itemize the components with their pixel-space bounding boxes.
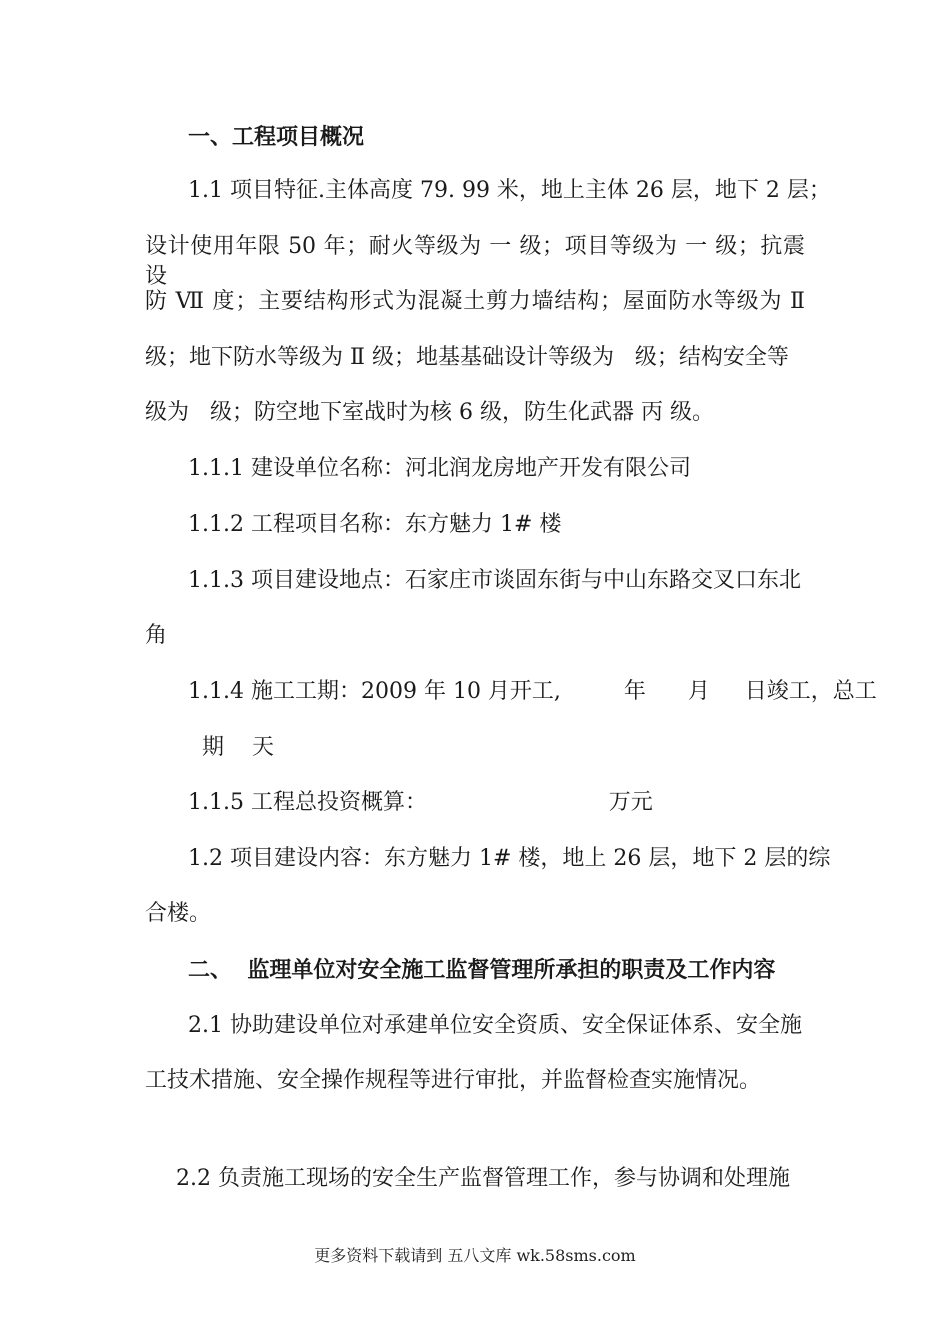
section1-heading: 一、工程项目概况	[188, 124, 365, 150]
footer-text: 更多资料下载请到 五八文库 wk.58sms.com	[314, 1246, 636, 1265]
item1-line-1: 2.1 协助建设单位对承建单位安全资质、安全保证体系、安全施	[188, 1013, 802, 1038]
features-line-4: 级；地下防水等级为 Ⅱ 级；地基基础设计等级为 级；结构安全等	[145, 345, 789, 370]
features-line-1: 1.1 项目特征.主体高度 79. 99 米，地上主体 26 层，地下 2 层；	[188, 178, 831, 203]
section2-heading: 二、 监理单位对安全施工监督管理所承担的职责及工作内容	[188, 957, 776, 983]
location-line-1: 1.1.3 项目建设地点：石家庄市谈固东街与中山东路交叉口东北	[188, 568, 801, 593]
features-line-5: 级为 级；防空地下室战时为核 6 级，防生化武器 丙 级。	[145, 400, 714, 425]
location-line-2: 角	[145, 623, 168, 648]
investment-line: 1.1.5 工程总投资概算： 万元	[188, 790, 653, 815]
period-line-2: 期 天	[188, 735, 274, 760]
item2-line-1: 2.2 负责施工现场的安全生产监督管理工作，参与协调和处理施	[176, 1166, 790, 1191]
owner-line: 1.1.1 建设单位名称：河北润龙房地产开发有限公司	[188, 456, 691, 481]
content-line-1: 1.2 项目建设内容：东方魅力 1# 楼，地上 26 层，地下 2 层的综	[188, 846, 831, 871]
features-line-2: 设计使用年限 50 年；耐火等级为 一 级；项目等级为 一 级；抗震设	[145, 234, 805, 289]
project-name-line: 1.1.2 工程项目名称：东方魅力 1# 楼	[188, 512, 562, 537]
features-line-3: 防 Ⅶ 度；主要结构形式为混凝土剪力墙结构；屋面防水等级为 Ⅱ	[145, 289, 805, 314]
period-line-1: 1.1.4 施工工期：2009 年 10 月开工, 年 月 日竣工，总工	[188, 679, 877, 704]
content-line-2: 合楼。	[145, 901, 212, 926]
item1-line-2: 工技术措施、安全操作规程等进行审批，并监督检查实施情况。	[145, 1068, 762, 1093]
